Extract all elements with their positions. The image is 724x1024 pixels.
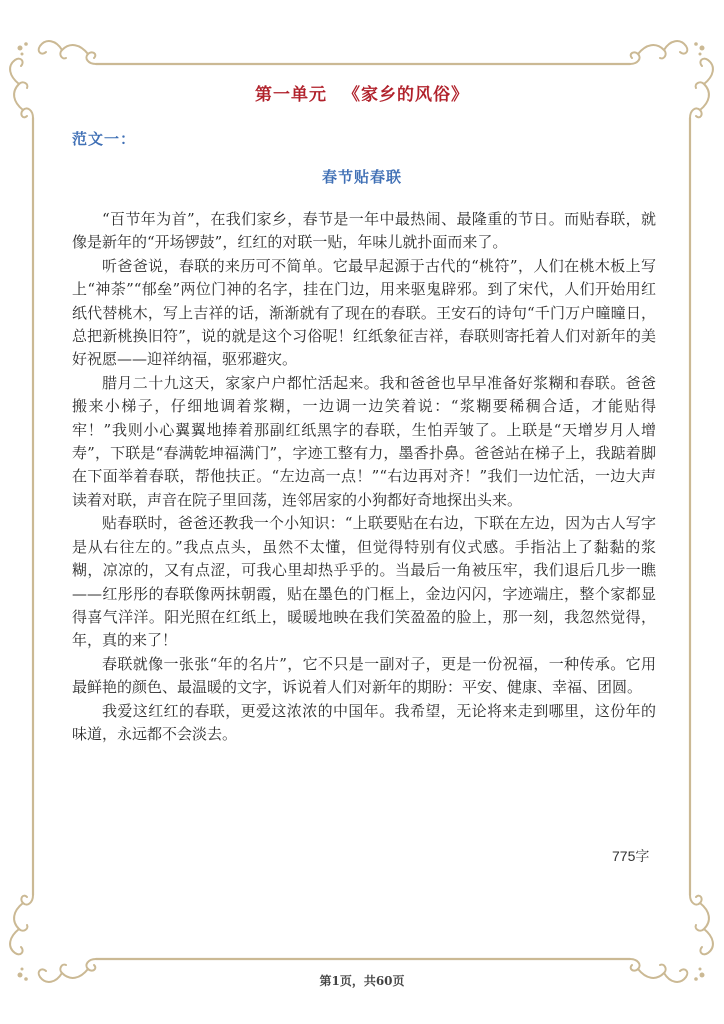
- paragraph: 贴春联时，爸爸还教我一个小知识：“上联要贴在右边，下联在左边，因为古人写字是从右往左的。”我点点头，虽然不太懂，但觉得特别有仪式感。手指沾上了黏黏的浆糊，凉凉的，又有点涩，可我心里却热乎乎的。当最后一角被压牢，我们退后几步一瞧——红彤彤的春联像两抹朝霞，贴在墨色的门框上，金边闪闪，字迹端庄，整个家都显得喜气洋洋。阳光照在红纸上，暖暖地映在我们笑盈盈的脸上，那一刻，我忽然觉得，年，真的来了！: [72, 514, 656, 650]
- essay-label: 范文一：: [72, 130, 137, 148]
- corner-flourish-icon: [630, 895, 713, 982]
- paragraph: 春联就像一张张“年的名片”，它不只是一副对子，更是一份祝福，一种传承。它用最鲜艳的颜色、最温暖的文字，诉说着人们对新年的期盼：平安、健康、幸福、团圆。: [72, 654, 656, 697]
- paragraph: 我爱这红红的春联，更爱这浓浓的中国年。我希望，无论将来走到哪里，这份年的味道，永远都不会淡去。: [72, 701, 656, 743]
- page-number: 第1页，共60页: [319, 974, 405, 988]
- unit-theme: 《家乡的风俗》: [343, 85, 469, 105]
- word-count: 775字: [612, 848, 650, 864]
- paragraph: 听爸爸说，春联的来历可不简单。它最早起源于古代的“桃符”，人们在桃木板上写上“神荼”“郁垒”两位门神的名字，挂在门边，用来驱鬼辟邪。到了宋代，人们开始用红纸代替桃木，写上吉祥的话，渐渐就有了现在的春联。王安石的诗句“千门万户曈曈日，总把新桃换旧符”，说的就是这个习俗呢！红纸象征吉祥，春联则寄托着人们对新年的美好祝愿——迎祥纳福，驱邪避灾。: [72, 256, 656, 369]
- unit-number: 第一单元: [255, 85, 327, 105]
- unit-title: [0, 80, 724, 105]
- paragraph: “百节年为首”，在我们家乡，春节是一年中最热闹、最隆重的节日。而贴春联，就像是新年的“开场锣鼓”，红红的对联一贴，年味儿就扑面而来了。: [72, 210, 656, 252]
- essay-body: [72, 208, 656, 746]
- paragraph: 腊月二十九这天，家家户户都忙活起来。我和爸爸也早早准备好浆糊和春联。爸爸搬来小梯子，仔细地调着浆糊，一边调一边笑着说：“浆糊要稀稠合适，才能贴得牢！”我则小心翼翼地捧着那副红纸黑字的春联，生怕弄皱了。上联是“天增岁月人增寿”，下联是“春满乾坤福满门”，字迹工整有力，墨香扑鼻。爸爸站在梯子上，我踮着脚在下面举着春联，帮他扶正。“左边高一点！”“右边再对齐！”我们一边忙活，一边大声读着对联，声音在院子里回荡，连邻居家的小狗都好奇地探出头来。: [72, 373, 656, 509]
- essay-title: 春节贴春联: [321, 168, 402, 186]
- corner-flourish-icon: [10, 895, 96, 982]
